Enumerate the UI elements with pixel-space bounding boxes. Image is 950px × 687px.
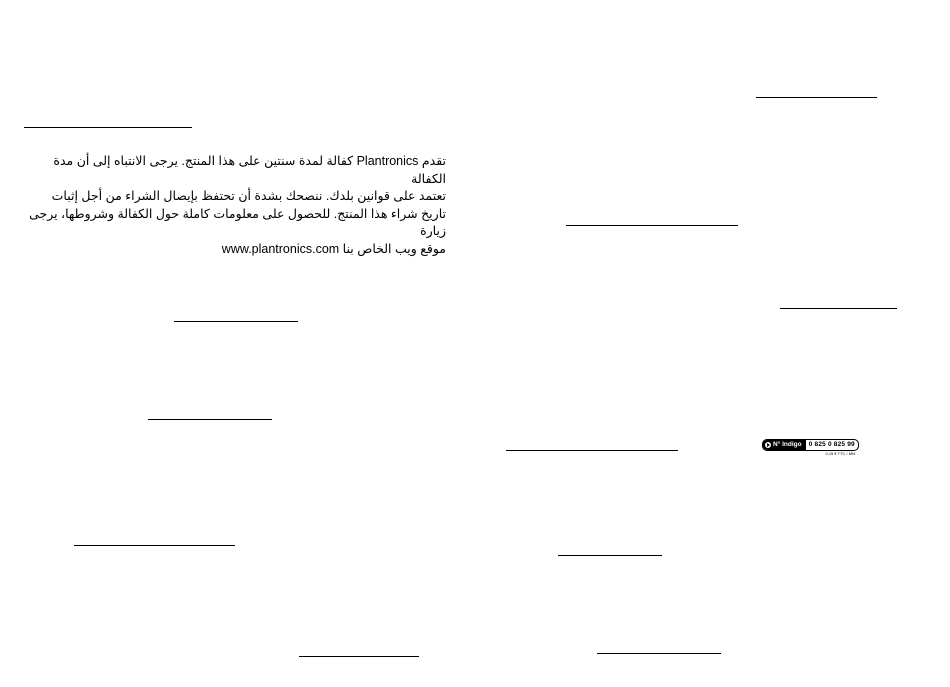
divider-rule [597, 653, 721, 654]
divider-rule [558, 555, 662, 556]
divider-rule [24, 127, 192, 128]
divider-rule [566, 225, 738, 226]
divider-rule [174, 321, 298, 322]
indigo-phone-number: 0 825 0 825 99 [808, 441, 855, 448]
warranty-line: موقع ويب الخاص بنا www.plantronics.com [221, 241, 446, 256]
divider-rule [756, 97, 877, 98]
indigo-number-badge [762, 439, 859, 457]
indigo-badge-frame [762, 439, 859, 451]
indigo-label-text: N° Indigo [773, 441, 802, 448]
warranty-line: تاريخ شراء هذا المنتج. للحصول على معلومات كاملة حول الكفالة وشروطها، يرجى زيارة [29, 206, 446, 239]
divider-rule [74, 545, 235, 546]
warranty-paragraph [18, 153, 446, 259]
divider-rule [299, 656, 419, 657]
indigo-rate: 0,15 € TTC / MN [825, 451, 855, 456]
divider-rule [506, 450, 678, 451]
warranty-line: تعتمد على قوانين بلدك. ننصحك بشدة أن تحتفظ بإيصال الشراء من أجل إثبات [51, 189, 446, 204]
arrow-right-icon [765, 442, 771, 448]
indigo-label [763, 440, 806, 450]
divider-rule [148, 419, 272, 420]
divider-rule [780, 308, 897, 309]
warranty-line: تقدم Plantronics كفالة لمدة سنتين على هذا المنتج. يرجى الانتباه إلى أن مدة الكفالة [53, 154, 446, 186]
